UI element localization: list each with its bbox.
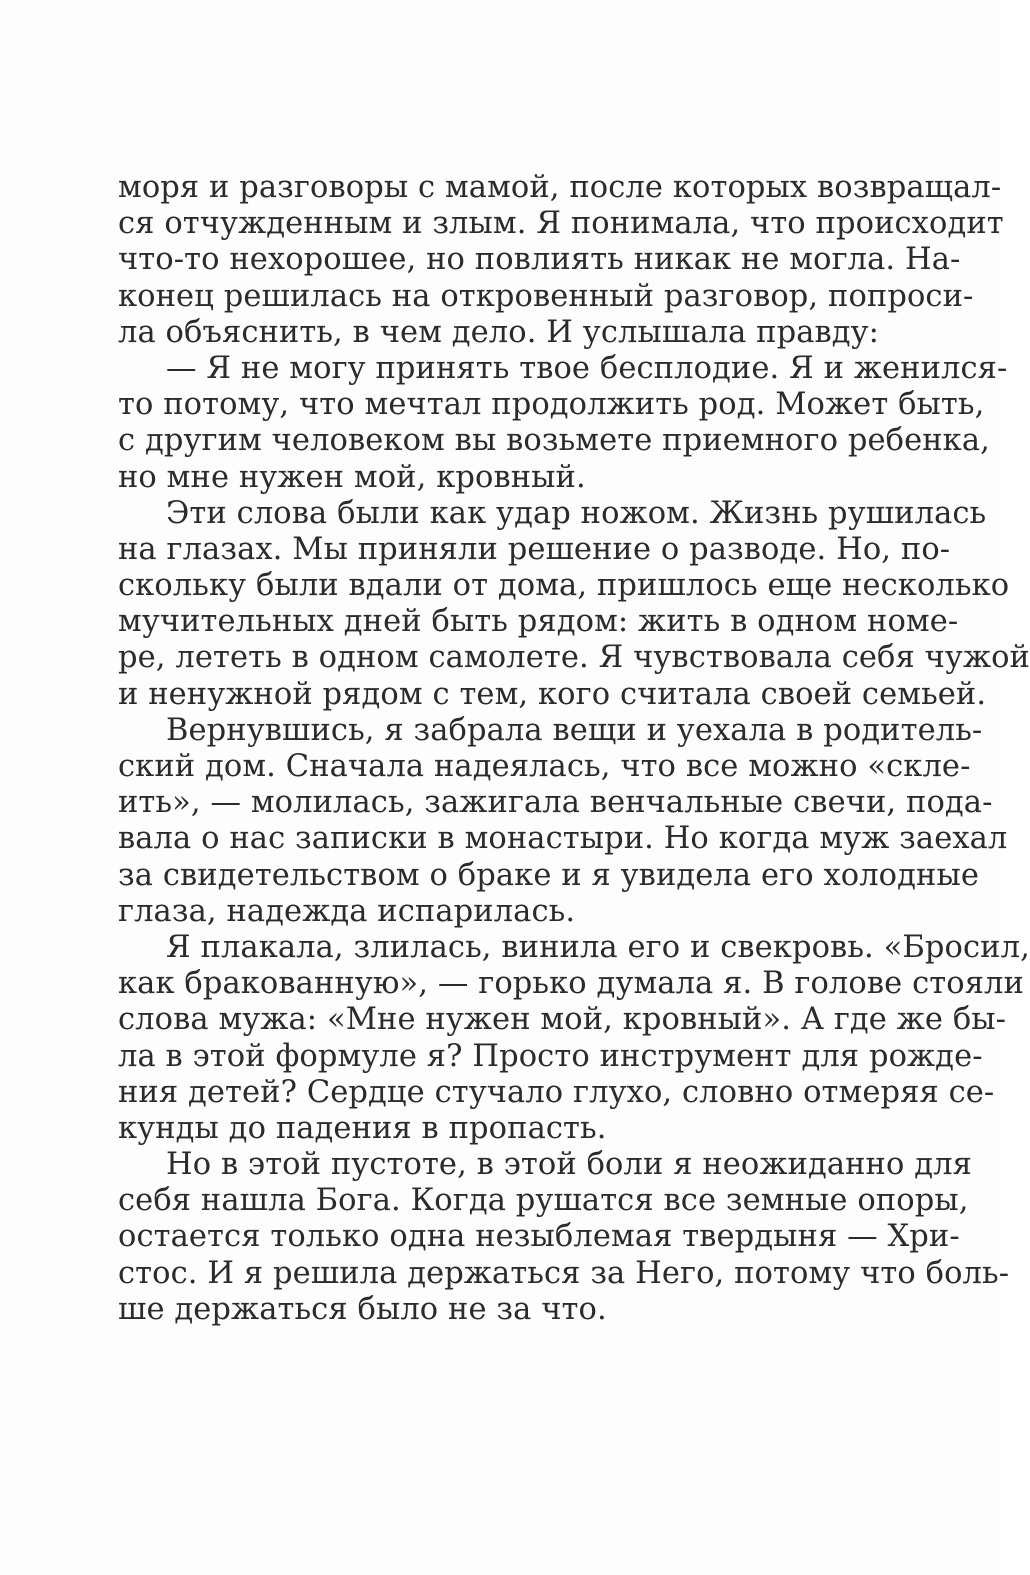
text-line: ский дом. Сначала надеялась, что все можно «скле- — [118, 749, 971, 784]
text-line: ре, лететь в одном самолете. Я чувствовала себя чужой — [118, 640, 1030, 676]
text-line: с другим человеком вы возьмете приемного ребенка, — [118, 423, 990, 459]
text-line: вала о нас записки в монастыри. Но когда муж заехал — [118, 821, 1008, 857]
text-line: на глазах. Мы приняли решение о разводе. Но, по- — [118, 531, 951, 567]
text-line: скольку были вдали от дома, пришлось еще несколько — [118, 568, 1010, 604]
text-line: ла в этой формуле я? Просто инструмент для рожде- — [118, 1038, 983, 1074]
text-line: ния детей? Сердце стучало глухо, словно отмеряя се- — [118, 1074, 995, 1110]
text-line: как бракованную», — горько думала я. В голове стояли — [118, 966, 1024, 1002]
body-text — [118, 170, 1030, 1328]
text-line: ла объяснить, в чем дело. И услышала правду: — [118, 314, 880, 350]
text-line: кунды до падения в пропасть. — [118, 1110, 607, 1146]
text-line: конец решилась на откровенный разговор, попроси- — [118, 278, 974, 314]
text-line: моря и разговоры с мамой, после которых возвращал- — [118, 170, 1002, 205]
paragraph-first-line: Вернувшись, я забрала вещи и уехала в родитель- — [166, 712, 983, 748]
text-line: и ненужной рядом с тем, кого считала своей семьей. — [118, 676, 987, 712]
text-line: остается только одна незыблемая твердыня — Хри- — [118, 1219, 960, 1255]
text-line: но мне нужен мой, кровный. — [118, 459, 586, 495]
paragraph-first-line: Эти слова были как удар ножом. Жизнь рушилась — [166, 495, 987, 531]
text-line: мучительных дней быть рядом: жить в одном номе- — [118, 604, 959, 640]
text-line: ить», — молилась, зажигала венчальные свечи, пода- — [118, 785, 993, 821]
paragraph-first-line: — Я не могу принять твое бесплодие. Я и женился- — [166, 350, 1008, 386]
text-line: ше держаться было не за что. — [118, 1291, 607, 1327]
text-line: стос. И я решила держаться за Него, потому что боль- — [118, 1255, 1010, 1291]
text-line: слова мужа: «Мне нужен мой, кровный». А где же бы- — [118, 1002, 1007, 1038]
text-line: то потому, что мечтал продолжить род. Может быть, — [118, 387, 985, 423]
text-line: ся отчужденным и злым. Я понимала, что происходит — [118, 206, 1004, 242]
text-line: за свидетельством о браке и я увидела его холодные — [118, 857, 979, 893]
text-line: глаза, надежда испарилась. — [118, 893, 576, 929]
text-line: себя нашла Бога. Когда рушатся все земные опоры, — [118, 1183, 969, 1219]
paragraph-first-line: Но в этой пустоте, в этой боли я неожиданно для — [166, 1147, 972, 1183]
paragraph-first-line: Я плакала, злилась, винила его и свекровь. «Бросил, — [166, 929, 1030, 965]
text-line: что-то нехорошее, но повлиять никак не могла. На- — [118, 242, 961, 278]
